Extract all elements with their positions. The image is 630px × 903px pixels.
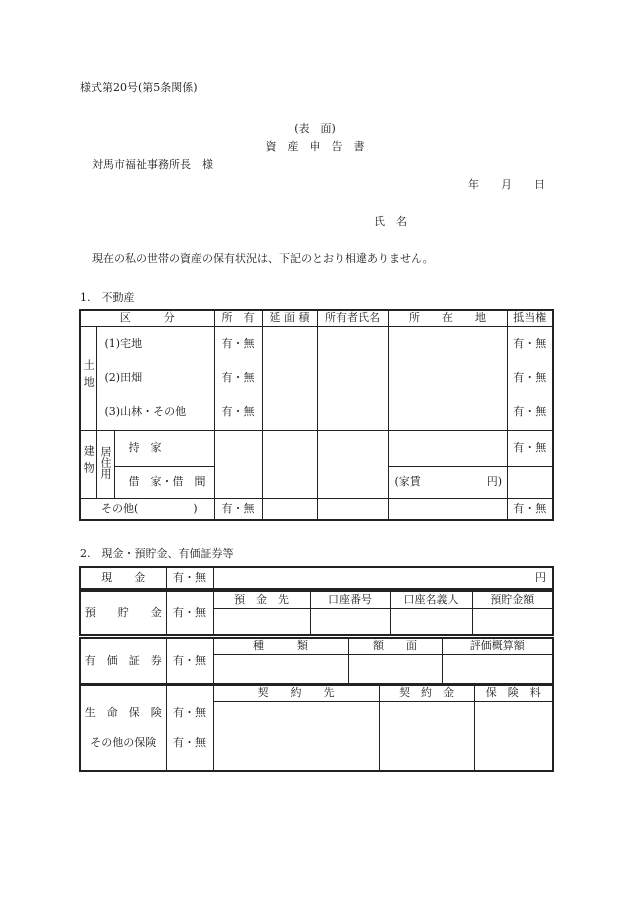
insurance-header: 契 約 金 xyxy=(379,685,474,701)
cash-amount-field[interactable]: 円 xyxy=(213,567,553,589)
securities-table xyxy=(79,637,554,685)
building-label: 建物 xyxy=(82,445,96,480)
land-mortgage-cell xyxy=(507,326,553,430)
declaration-text: 現在の私の世帯の資産の保有状況は、下記のとおり相違ありません。 xyxy=(92,252,434,265)
own-house-location-field[interactable] xyxy=(388,430,507,466)
securities-ownership-value: 有・無 xyxy=(166,638,213,684)
name-label: 氏 名 xyxy=(374,215,407,228)
land-owner-name-field[interactable] xyxy=(317,326,388,430)
deposit-amount-field[interactable] xyxy=(472,608,553,635)
cash-label: 現 金 xyxy=(80,567,166,589)
cash-table xyxy=(79,566,554,590)
other-owner-name-field[interactable] xyxy=(317,498,388,520)
building-owner-name-field[interactable] xyxy=(317,430,388,498)
header-floor-area: 延 面 積 xyxy=(262,310,317,326)
insurance-table xyxy=(79,684,554,772)
date-label: 年 月 日 xyxy=(468,178,545,191)
land-mortgage-value: 有・無 xyxy=(513,405,547,418)
residence-label-cell xyxy=(96,430,114,498)
header-category: 区 分 xyxy=(80,310,214,326)
section1-heading: 1. 不動産 xyxy=(80,291,135,304)
securities-header: 評価概算額 xyxy=(442,638,553,654)
deposit-bank-field[interactable] xyxy=(213,608,310,635)
insurance-header: 保 険 料 xyxy=(474,685,553,701)
land-mortgage-value: 有・無 xyxy=(513,337,547,350)
section2-heading: 2. 現金・預貯金、有価証券等 xyxy=(80,547,234,560)
building-label-cell xyxy=(80,430,96,498)
land-ownership-value: 有・無 xyxy=(221,405,255,418)
deposit-header: 預貯金額 xyxy=(472,591,553,608)
insurance-ownership-cell xyxy=(166,685,213,771)
other-mortgage-value: 有・無 xyxy=(507,498,553,520)
insurance-header: 契 約 先 xyxy=(213,685,379,701)
insurance-contract-amount-field[interactable] xyxy=(379,701,474,771)
land-row-label: (1)宅地 xyxy=(104,337,143,350)
addressee: 対馬市福祉事務所長 様 xyxy=(92,158,213,171)
header-mortgage: 抵当権 xyxy=(507,310,553,326)
side-label: (表 面) xyxy=(294,122,336,135)
land-label-cell xyxy=(80,326,96,430)
other-insurance-ownership-value: 有・無 xyxy=(173,736,206,749)
land-floor-area-field[interactable] xyxy=(262,326,317,430)
page-title: 資 産 申 告 書 xyxy=(265,140,365,153)
land-location-field[interactable] xyxy=(388,326,507,430)
own-house-label: 持 家 xyxy=(114,430,214,466)
form-number: 様式第20号(第5条関係) xyxy=(80,81,198,94)
building-floor-area-field[interactable] xyxy=(262,430,317,498)
securities-type-field[interactable] xyxy=(213,654,348,684)
rented-mortgage-field[interactable] xyxy=(507,466,553,498)
land-row-label: (3)山林・その他 xyxy=(104,405,187,418)
deposit-table xyxy=(79,590,554,636)
cash-ownership-value: 有・無 xyxy=(166,567,213,589)
securities-label: 有 価 証 券 xyxy=(80,638,166,684)
insurance-contractor-field[interactable] xyxy=(213,701,379,771)
land-ownership-value: 有・無 xyxy=(221,371,255,384)
deposit-header: 口座名義人 xyxy=(390,591,472,608)
insurance-premium-field[interactable] xyxy=(474,701,553,771)
securities-face-value-field[interactable] xyxy=(348,654,442,684)
land-row-label: (2)田畑 xyxy=(104,371,143,384)
securities-header: 種 類 xyxy=(213,638,348,654)
other-insurance-label: その他の保険 xyxy=(90,736,157,749)
life-insurance-label: 生 命 保 険 xyxy=(84,706,162,719)
deposit-account-number-field[interactable] xyxy=(310,608,390,635)
life-insurance-ownership-value: 有・無 xyxy=(173,706,206,719)
securities-header: 額 面 xyxy=(348,638,442,654)
real-estate-table xyxy=(79,309,554,521)
deposit-ownership-value: 有・無 xyxy=(166,591,213,635)
header-ownership: 所 有 xyxy=(214,310,262,326)
land-types-cell xyxy=(96,326,214,430)
rent-label[interactable]: (家賃 円) xyxy=(388,466,507,498)
securities-estimated-value-field[interactable] xyxy=(442,654,553,684)
other-floor-area-field[interactable] xyxy=(262,498,317,520)
insurance-labels-cell xyxy=(80,685,166,771)
other-ownership-value: 有・無 xyxy=(214,498,262,520)
rented-house-label: 借 家・借 間 xyxy=(114,466,214,498)
other-property-label[interactable]: その他( ) xyxy=(80,498,214,520)
land-mortgage-value: 有・無 xyxy=(513,371,547,384)
deposit-account-holder-field[interactable] xyxy=(390,608,472,635)
land-ownership-cell xyxy=(214,326,262,430)
building-mortgage-value: 有・無 xyxy=(507,430,553,466)
header-owner-name: 所有者氏名 xyxy=(317,310,388,326)
residence-label: 居住用 xyxy=(99,445,113,479)
land-ownership-value: 有・無 xyxy=(221,337,255,350)
deposit-header: 預 金 先 xyxy=(213,591,310,608)
deposit-label: 預 貯 金 xyxy=(80,591,166,635)
deposit-header: 口座番号 xyxy=(310,591,390,608)
building-ownership-field[interactable] xyxy=(214,430,262,498)
header-location: 所 在 地 xyxy=(388,310,507,326)
other-location-field[interactable] xyxy=(388,498,507,520)
land-label: 土地 xyxy=(82,359,96,394)
